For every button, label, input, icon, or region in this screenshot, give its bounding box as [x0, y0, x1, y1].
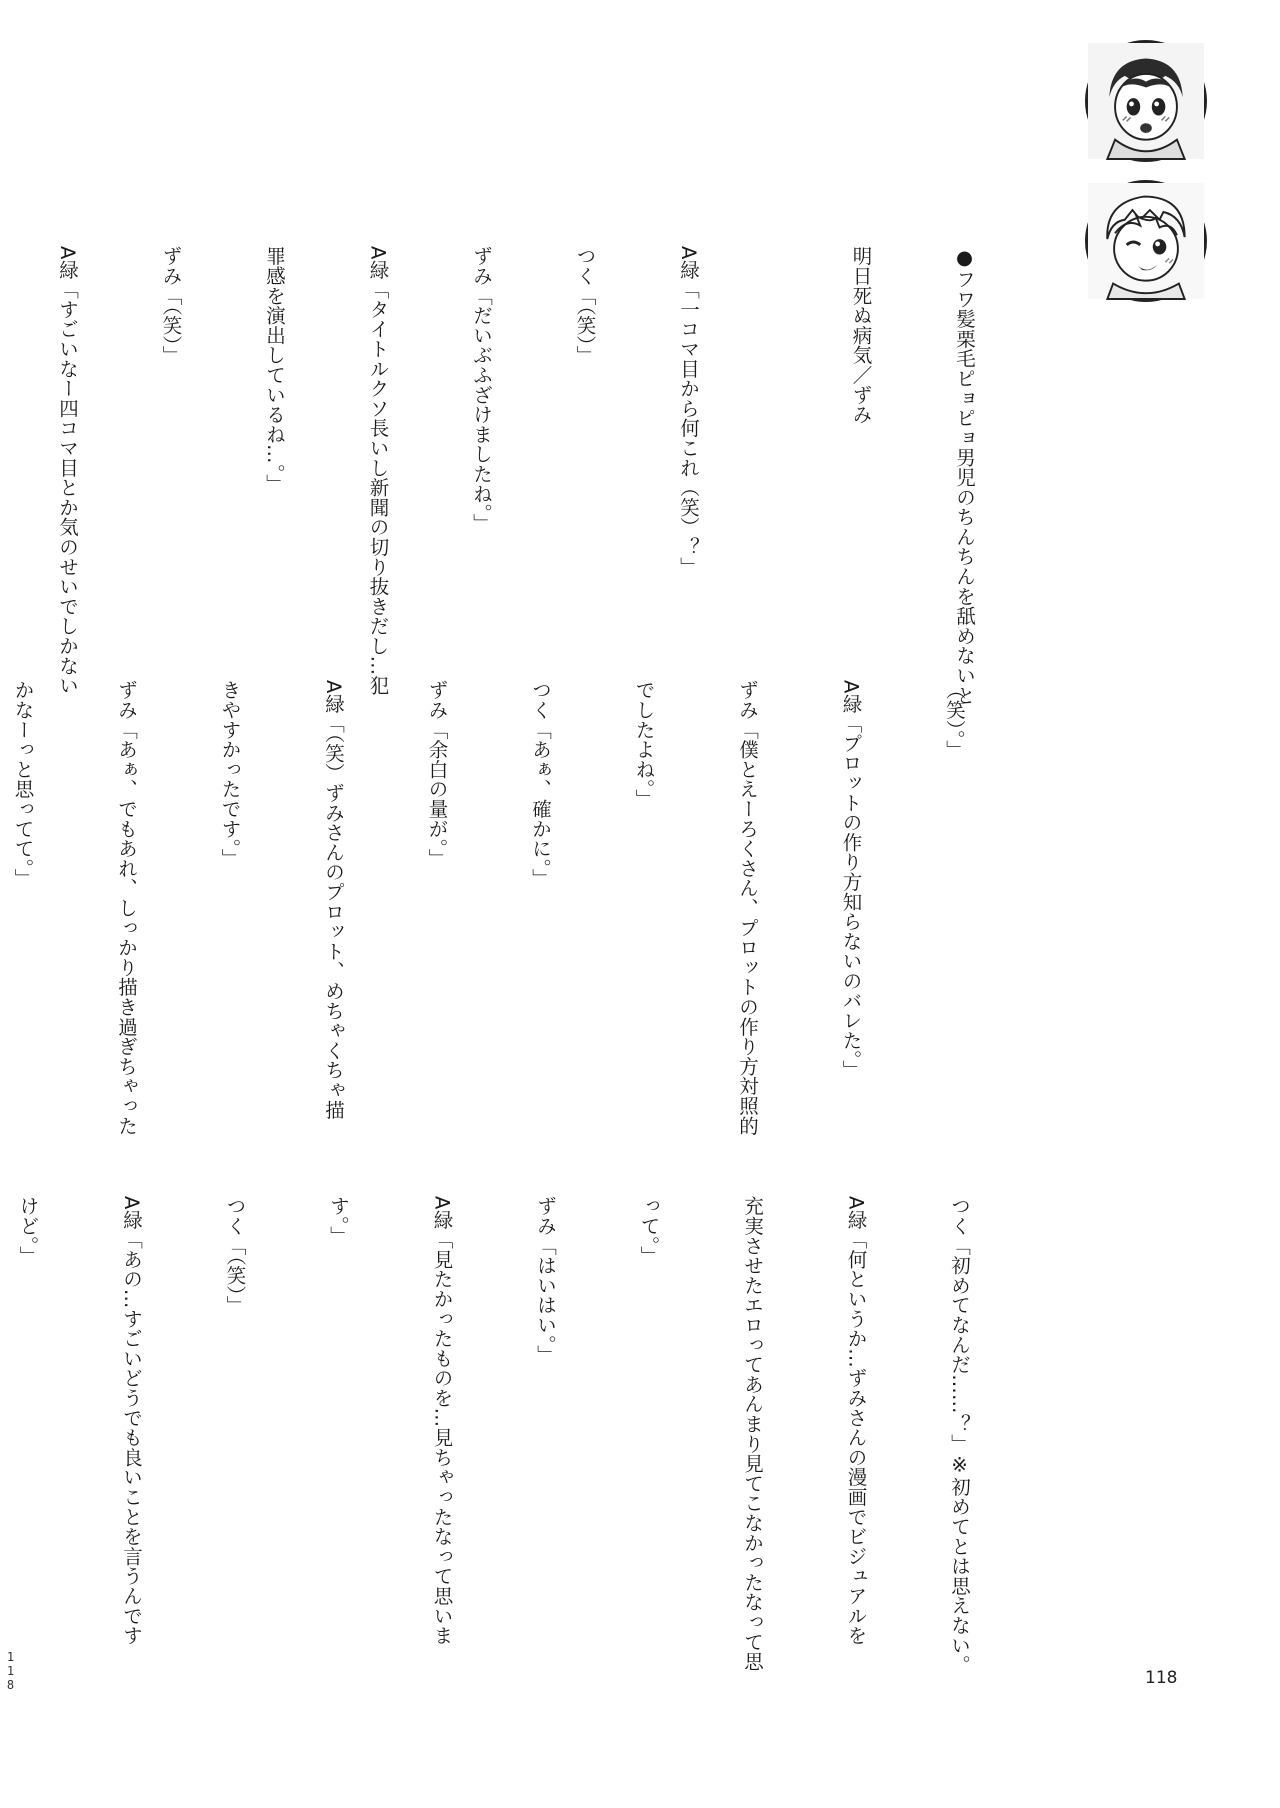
- text-line: 充実させたエロってあんまり見てこなかったなって思: [741, 1196, 764, 1672]
- middle-text-column: [11, 680, 1040, 1145]
- boy-smirking-portrait-icon: [1088, 183, 1204, 299]
- lower-text-column: [16, 1196, 1045, 1675]
- text-line: つく「（笑）」: [223, 1196, 247, 1316]
- side-page-number-text: 118: [3, 1650, 18, 1692]
- upper-text-column: [56, 246, 1050, 705]
- text-line: す。」: [327, 1196, 350, 1246]
- text-line: ずみ「（笑）」: [159, 246, 183, 366]
- text-line: ずみ「はいはい。」: [534, 1196, 557, 1365]
- text-line: きやすかったです。」: [218, 680, 242, 869]
- text-line: A緑「（笑）ずみさんのプロット、めちゃくちゃ描: [322, 680, 345, 1120]
- text-line: A緑「一コマ目から何これ（笑）？」: [677, 246, 700, 577]
- text-line: つく「（笑）」: [573, 246, 597, 366]
- text-line: A緑「見たかったものを…見ちゃったなって思いま: [430, 1196, 454, 1646]
- text-line: つく「初めてなんだ……？」※初めてとは思えない。: [948, 1196, 971, 1675]
- text-line: A緑「プロットの作り方知らないのバレた。」: [839, 680, 863, 1080]
- section-heading: ●フワ髪栗毛ピョピョ男児のちんちんを舐めないと: [953, 246, 976, 705]
- boy-blushing-portrait-icon: [1088, 43, 1204, 159]
- text-line: けど。」: [16, 1196, 40, 1266]
- chestnut-hair-boy-avatar-icon: [1085, 180, 1207, 302]
- text-line: A緑「すごいなー四コマ目とか気のせいでしかない: [56, 246, 79, 696]
- text-line: ずみ「あぁ、でもあれ、しっかり描き過ぎちゃった: [115, 680, 138, 1136]
- text-line: 罪感を演出しているね…。」: [263, 246, 286, 494]
- text-line: って。」: [637, 1196, 661, 1266]
- text-line: A緑「何というか…ずみさんの漫画でビジュアルを: [844, 1196, 868, 1646]
- text-line: かなーっと思ってて。」: [11, 680, 35, 889]
- text-line: ずみ「だいぶふざけましたね。」: [470, 246, 493, 534]
- text-line: つく「あぁ、確かに。」: [529, 680, 552, 889]
- text-line: 明日死ぬ病気／ずみ: [849, 246, 873, 425]
- text-line: でしたよね。」: [632, 680, 656, 809]
- text-line: A緑「タイトルクソ長いし新聞の切り抜きだし…犯: [366, 246, 390, 696]
- text-line: A緑「あの…すごいどうでも良いことを言うんです: [120, 1196, 143, 1646]
- side-page-number: [3, 1650, 17, 1695]
- zumi-avatar-icon: [1085, 40, 1207, 162]
- page-number: 118: [1145, 1668, 1178, 1688]
- text-line: （笑）。」: [943, 680, 966, 760]
- text-line: ずみ「余白の量が。」: [425, 680, 449, 869]
- text-line: ずみ「僕とえーろくさん、プロットの作り方対照的: [736, 680, 759, 1136]
